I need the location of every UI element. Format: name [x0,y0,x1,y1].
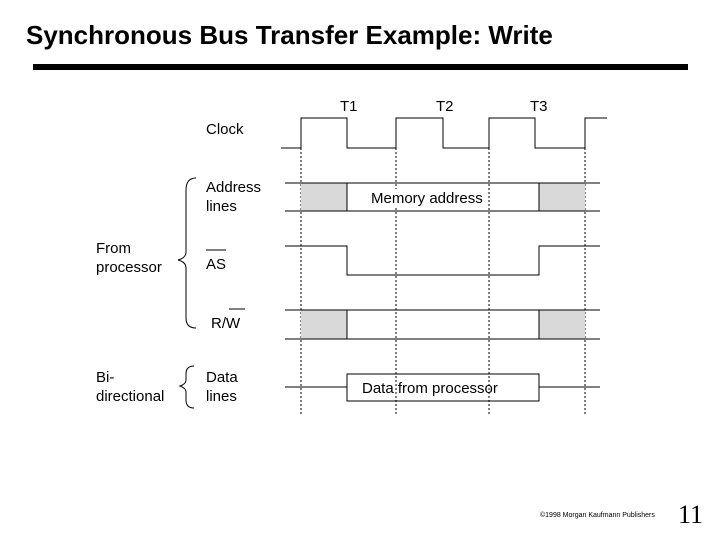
group-label-bidirectional-line2: directional [96,388,165,405]
clock-waveform [281,118,607,148]
signal-label-address-line2: lines [206,198,237,215]
data-from-processor-label: Data from processor [362,380,498,397]
copyright-notice: ©1998 Morgan Kaufmann Publishers [540,512,655,519]
memory-address-label: Memory address [371,190,483,207]
address-undefined-start [301,183,347,211]
group-label-from-processor-line1: From [96,240,131,257]
rw-undefined-start [301,310,347,339]
address-undefined-end [539,183,585,211]
signal-label-rw: R/W [211,315,241,332]
signal-label-address-line1: Address [206,179,262,196]
bidirectional-brace [180,366,194,408]
signal-label-as: AS [206,256,227,273]
as-waveform [285,246,600,275]
group-label-bidirectional-line1: Bi- [96,369,115,386]
signal-label-data-line1: Data [206,369,238,386]
cycle-label-t1: T1 [340,98,358,115]
rw-waveform [285,310,600,339]
page-number: 11 [678,500,704,529]
signal-label-data-line2: lines [206,388,237,405]
rw-undefined-end [539,310,585,339]
cycle-label-t2: T2 [436,98,454,115]
cycle-label-t3: T3 [530,98,548,115]
signal-label-clock: Clock [206,121,244,138]
group-label-from-processor-line2: processor [96,259,162,276]
slide-title: Synchronous Bus Transfer Example: Write [26,20,553,50]
from-processor-brace [178,178,196,328]
